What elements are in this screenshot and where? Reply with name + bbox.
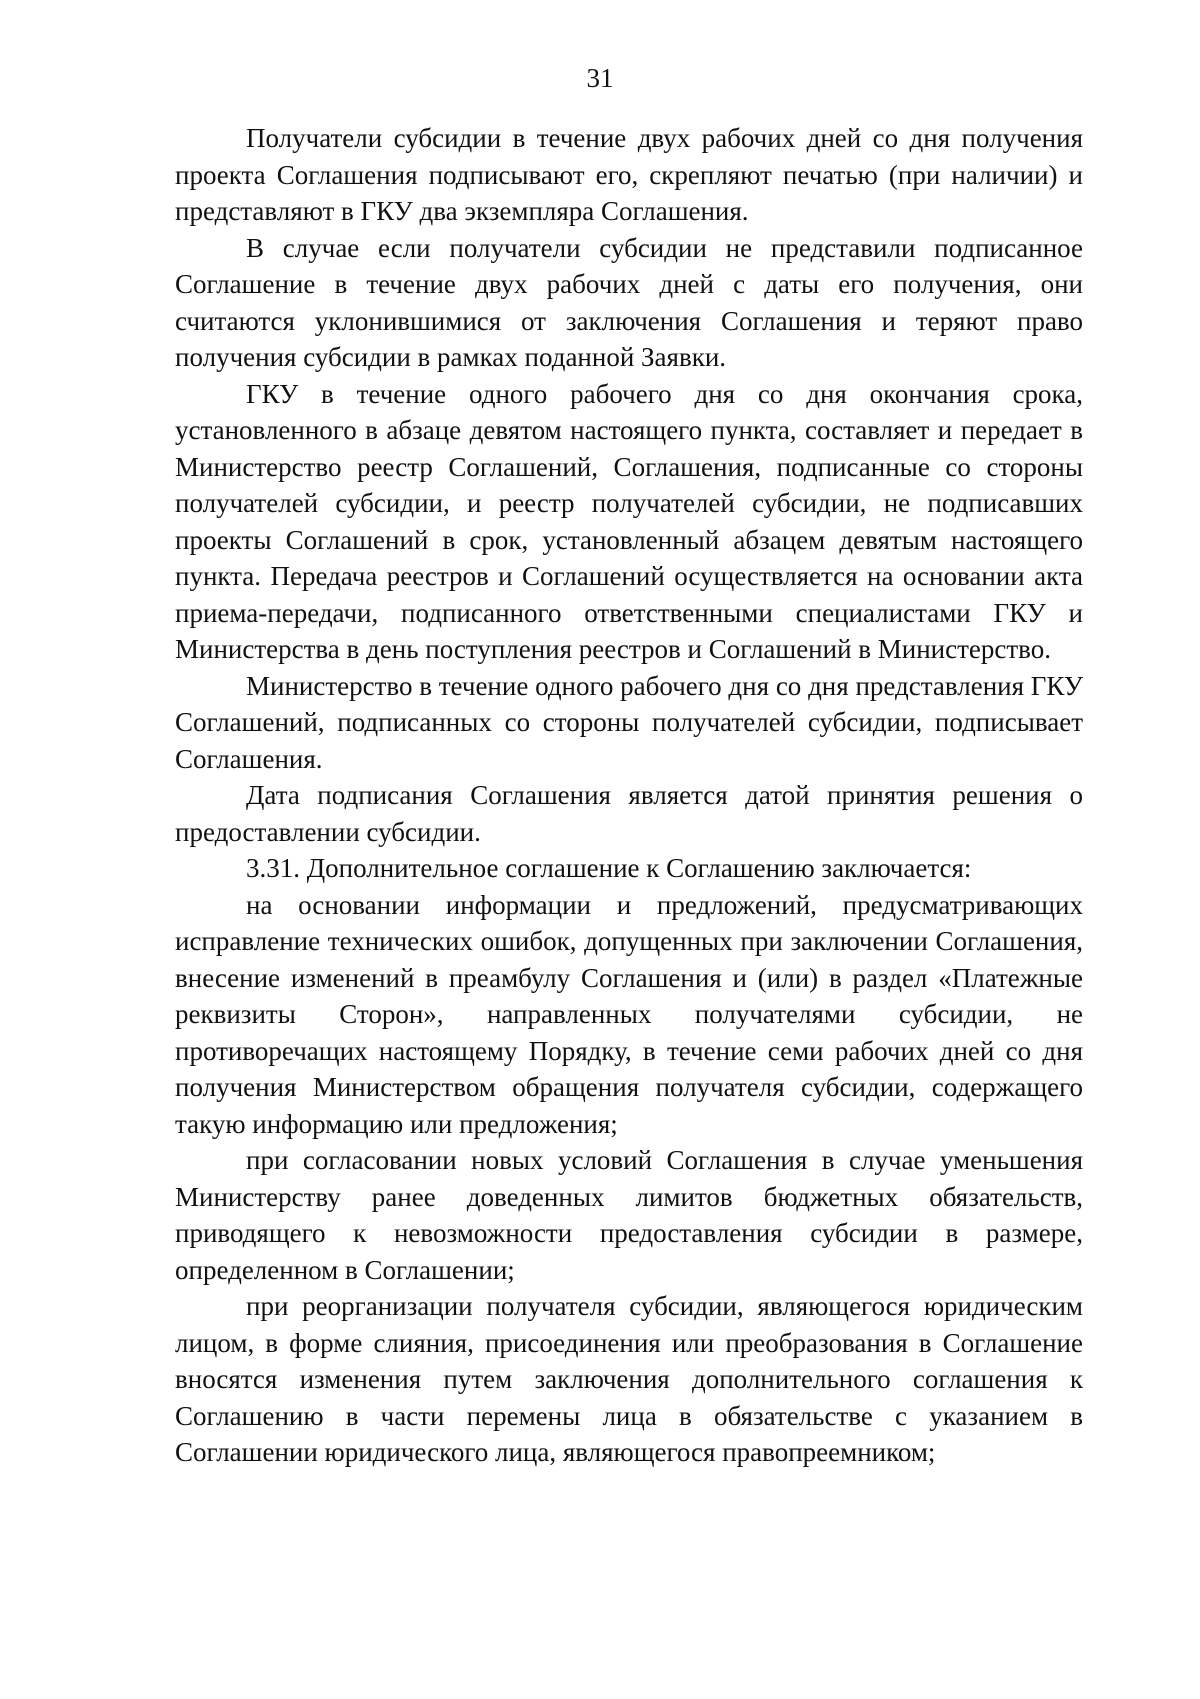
page-number: 31 — [586, 63, 614, 93]
paragraph: В случае если получатели субсидии не представили подписанное Соглашение в течение двух рабочих дней с даты его получения, они считаются уклонившимися от заключения Соглашения и теряют право получения субсидии в рамках поданной Заявки. — [175, 232, 1083, 372]
document-body — [175, 120, 1083, 1471]
paragraph: Министерство в течение одного рабочего дня со дня представления ГКУ Соглашений, подписанных со стороны получателей субсидии, подписывает Соглашения. — [175, 670, 1083, 774]
paragraph: при согласовании новых условий Соглашения в случае уменьшения Министерству ранее доведенных лимитов бюджетных обязательств, приводящего к невозможности предоставления субсидии в размере, определенном в Соглашении; — [175, 1145, 1083, 1285]
paragraph: на основании информации и предложений, предусматривающих исправление технических ошибок, допущенных при заключении Соглашения, внесение изменений в преамбулу Соглашения и (или) в раздел «Платежные реквизиты Сторон», направленных получателями субсидии, не противоречащих настоящему Порядку, в течение семи рабочих дней со дня получения Министерством обращения получателя субсидии, содержащего такую информацию или предложения; — [175, 889, 1083, 1139]
paragraph: ГКУ в течение одного рабочего дня со дня окончания срока, установленного в абзаце девятом настоящего пункта, составляет и передает в Министерство реестр Соглашений, Соглашения, подписанные со стороны получателей субсидии, и реестр получателей субсидии, не подписавших проекты Соглашений в срок, установленный абзацем девятым настоящего пункта. Передача реестров и Соглашений осуществляется на основании акта приема-передачи, подписанного ответственными специалистами ГКУ и Министерства в день поступления реестров и Соглашений в Министерство. — [175, 378, 1083, 664]
paragraph: Получатели субсидии в течение двух рабочих дней со дня получения проекта Соглашения подписывают его, скрепляют печатью (при наличии) и представляют в ГКУ два экземпляра Соглашения. — [175, 123, 1083, 226]
paragraph: Дата подписания Соглашения является датой принятия решения о предоставлении субсидии. — [175, 780, 1083, 847]
section-heading-3-31: 3.31. Дополнительное соглашение к Соглашению заключается: — [246, 853, 972, 883]
paragraph: при реорганизации получателя субсидии, являющегося юридическим лицом, в форме слияния, присоединения или преобразования в Соглашение вносятся изменения путем заключения дополнительного соглашения к Соглашению в части перемены лица в обязательстве с указанием в Соглашении юридического лица, являющегося правопреемником; — [175, 1291, 1083, 1467]
